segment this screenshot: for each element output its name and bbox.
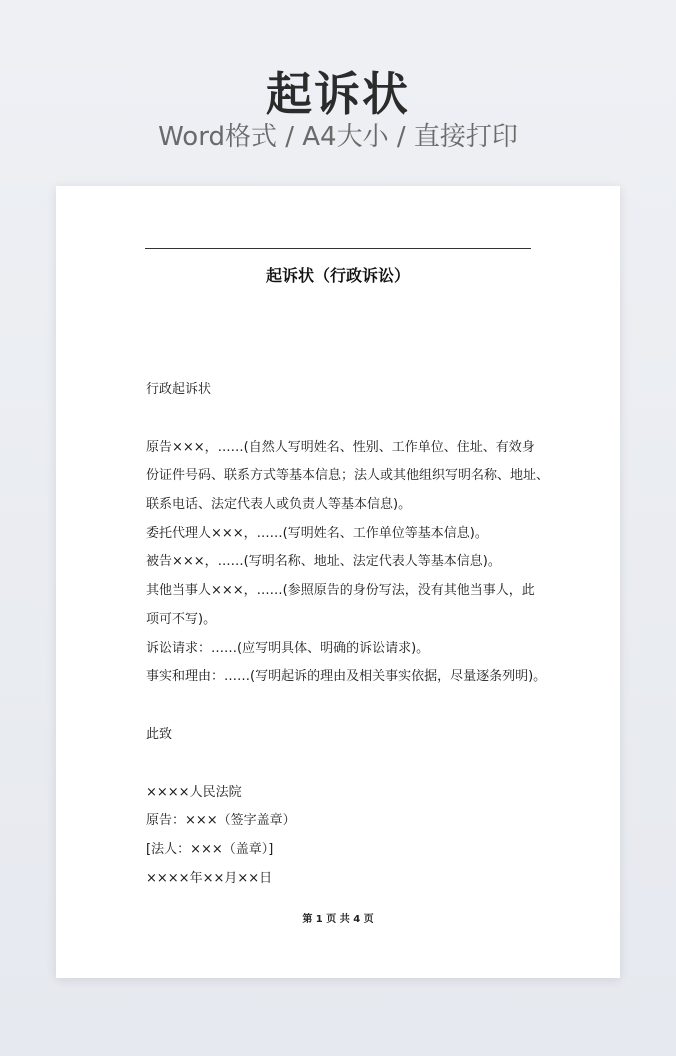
section-heading: 行政起诉状: [146, 382, 212, 397]
court-name: ××××人民法院: [146, 785, 242, 800]
other-party-line-2: 项可不写)。: [146, 612, 217, 627]
defendant-line: 被告×××，……(写明名称、地址、法定代表人等基本信息)。: [146, 554, 501, 569]
document-title: 起诉状（行政诉讼）: [265, 266, 410, 285]
facts-line: 事实和理由：……(写明起诉的理由及相关事实依据，尽量逐条列明)。: [146, 669, 547, 684]
plaintiff-line-3: 联系电话、法定代表人或负责人等基本信息)。: [146, 497, 412, 512]
plaintiff-line-2: 份证件号码、联系方式等基本信息；法人或其他组织写明名称、地址、: [146, 468, 550, 483]
document-page: [56, 186, 620, 978]
header-rule: [145, 248, 531, 249]
plaintiff-signature: 原告：×××（签字盖章）: [146, 813, 296, 828]
banner-subtitle: Word格式 / A4大小 / 直接打印: [158, 122, 518, 152]
agent-line: 委托代理人×××，……(写明姓名、工作单位等基本信息)。: [146, 526, 488, 541]
plaintiff-line-1: 原告×××，……(自然人写明姓名、性别、工作单位、住址、有效身: [146, 440, 535, 455]
other-party-line-1: 其他当事人×××，……(参照原告的身份写法，没有其他当事人，此: [146, 583, 535, 598]
page-number: 第 1 页 共 4 页: [302, 914, 374, 925]
date-line: ××××年××月××日: [146, 871, 273, 886]
legal-person-signature: [法人：×××（盖章）]: [146, 842, 274, 857]
banner-title: 起诉状: [266, 67, 410, 121]
claims-line: 诉讼请求：……(应写明具体、明确的诉讼请求)。: [146, 641, 430, 656]
salutation: 此致: [146, 727, 173, 742]
